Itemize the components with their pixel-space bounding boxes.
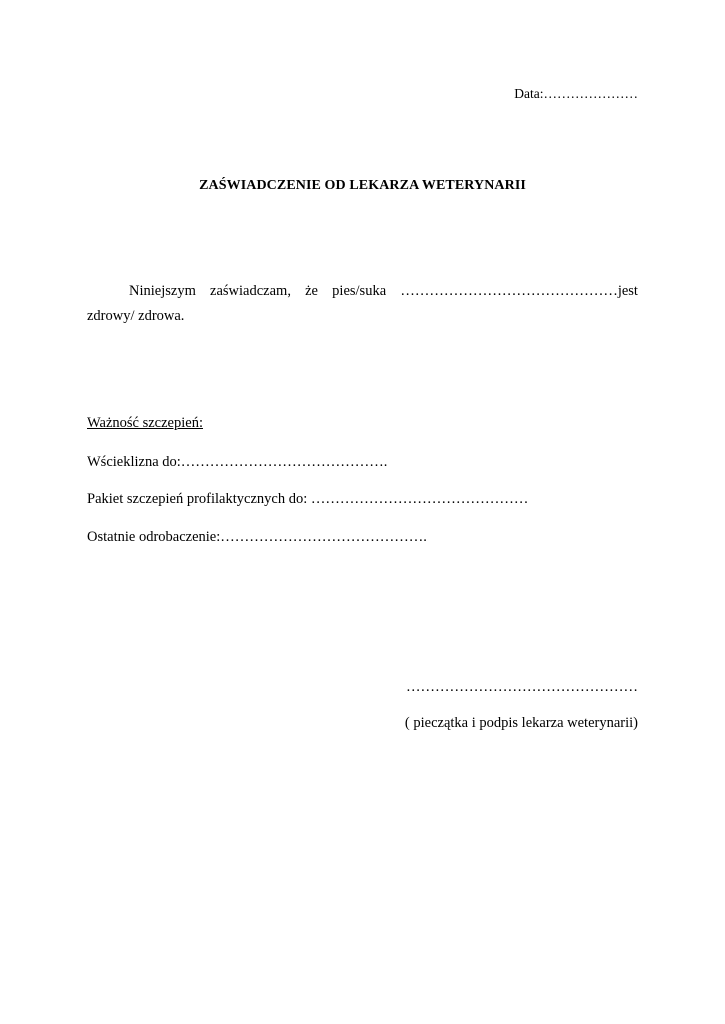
paragraph-word: pies/suka [332, 283, 387, 299]
paragraph-word: zaświadczam, [210, 283, 291, 299]
signature-line: ………………………………………… [406, 679, 638, 695]
paragraph-word: Niniejszym [129, 283, 196, 299]
paragraph-line-2: zdrowy/ zdrowa. [87, 308, 185, 324]
paragraph-word: że [305, 283, 318, 299]
document-title: ZAŚWIADCZENIE OD LEKARZA WETERYNARII [199, 178, 526, 193]
paragraph-word: ………………………………………jest [400, 283, 638, 299]
signature-caption: ( pieczątka i podpis lekarza weterynarii) [404, 715, 638, 731]
paragraph-line-1 [87, 279, 638, 304]
vaccine-package-line: Pakiet szczepień profilaktycznych do: ……………………………………… [87, 491, 529, 507]
certification-paragraph [87, 279, 638, 329]
deworming-line: Ostatnie odrobaczenie:……………………………………. [87, 529, 427, 545]
rabies-vaccination-line: Wścieklizna do:……………………………………. [87, 454, 388, 470]
vaccinations-heading: Ważność szczepień: [87, 415, 203, 431]
date-field: Data:………………… [514, 86, 638, 101]
